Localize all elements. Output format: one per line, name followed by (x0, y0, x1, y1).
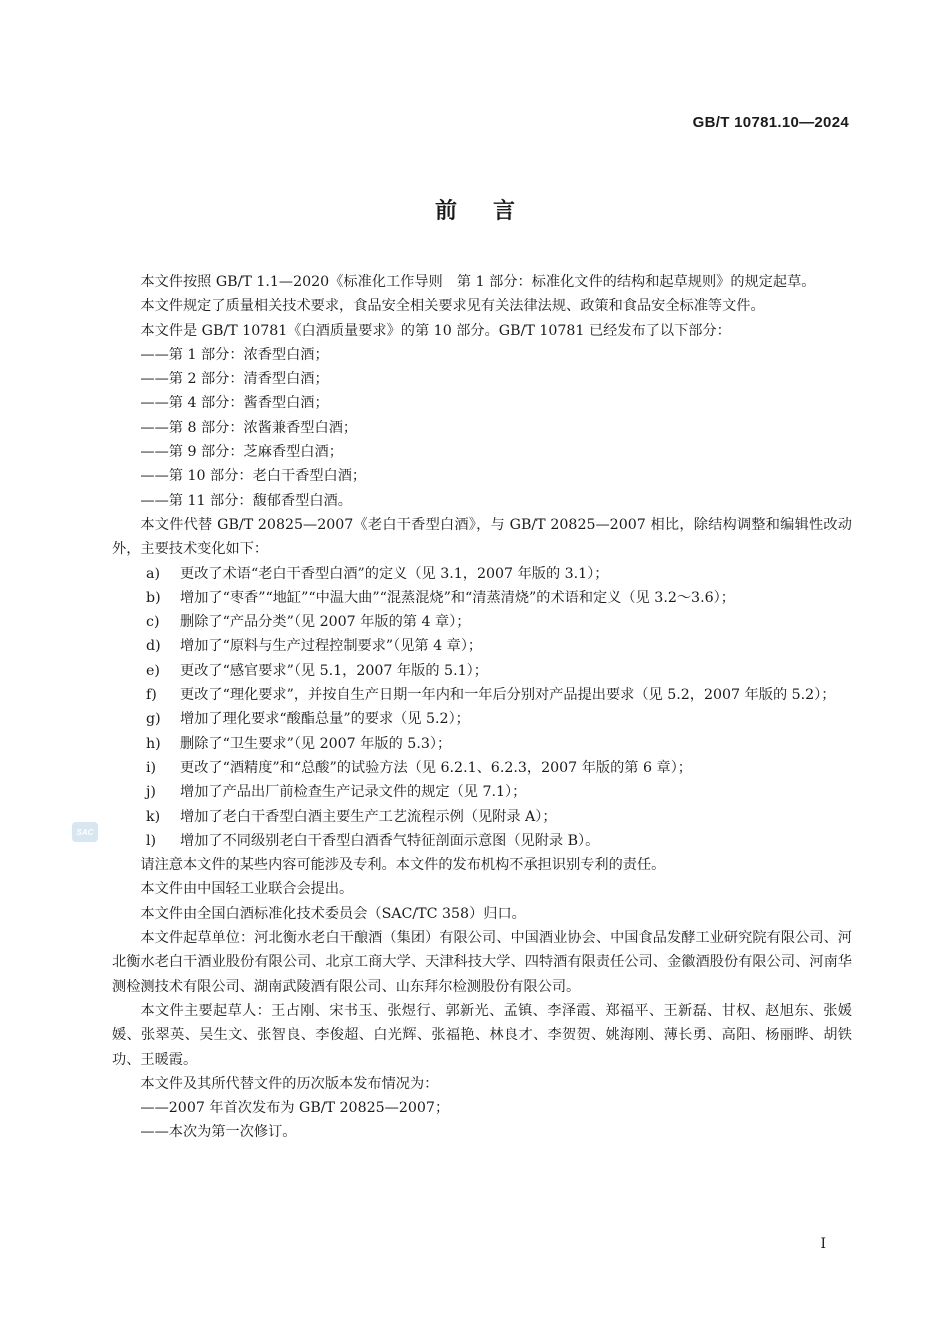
document-body (112, 270, 852, 1145)
change-text: 删除了“卫生要求”（见 2007 年版的 5.3）； (180, 735, 452, 752)
parts-list-item: ——第 9 部分：芝麻香型白酒； (140, 444, 343, 461)
sac-watermark: SAC (72, 822, 98, 842)
history-list-item: ——2007 年首次发布为 GB/T 20825—2007； (140, 1100, 450, 1117)
change-text: 增加了理化要求“酸酯总量”的要求（见 5.2）； (180, 711, 470, 728)
change-label: f) (146, 687, 157, 704)
change-item (112, 756, 852, 780)
paragraph: 本文件由中国轻工业联合会提出。 (140, 881, 354, 898)
change-label: e) (146, 662, 160, 679)
change-item (112, 780, 852, 804)
change-item (112, 732, 852, 756)
paragraph: 本文件及其所代替文件的历次版本发布情况为： (140, 1075, 439, 1092)
change-text: 增加了不同级别老白干香型白酒香气特征剖面示意图（见附录 B）。 (180, 832, 600, 849)
parts-list-item: ——第 2 部分：清香型白酒； (140, 371, 329, 388)
paragraph: 请注意本文件的某些内容可能涉及专利。本文件的发布机构不承担识别专利的责任。 (140, 857, 666, 874)
change-label: g) (146, 711, 161, 728)
paragraph: 本文件规定了质量相关技术要求，食品安全相关要求见有关法律法规、政策和食品安全标准等文件。 (140, 298, 765, 315)
parts-list-item: ——第 8 部分：浓酱兼香型白酒； (140, 419, 358, 436)
standard-number: GB/T 10781.10—2024 (692, 114, 849, 131)
change-text: 增加了产品出厂前检查生产记录文件的规定（见 7.1）； (180, 784, 527, 801)
change-label: b) (146, 589, 161, 606)
change-label: c) (146, 614, 160, 631)
paragraph: 本文件代替 GB/T 20825—2007《老白干香型白酒》，与 GB/T 20825—2007 相比，除结构调整和编辑性改动外，主要技术变化如下： (112, 516, 852, 558)
change-item (112, 562, 852, 586)
change-label: a) (146, 565, 160, 582)
main-drafters: 本文件主要起草人：王占刚、宋书玉、张煜行、郭新光、孟镇、李泽霞、郑福平、王新磊、甘权、赵旭东、张媛媛、张翠英、吴生文、张智良、李俊超、白光辉、张福艳、林良才、李贺贺、姚海刚、薄长勇、高阳、杨丽晔、胡铁功、王暖霞。 (112, 1002, 852, 1068)
change-label: h) (146, 735, 161, 752)
drafting-units: 本文件起草单位：河北衡水老白干酿酒（集团）有限公司、中国酒业协会、中国食品发酵工业研究院有限公司、河北衡水老白干酒业股份有限公司、北京工商大学、天津科技大学、四特酒有限责任公司、金徽酒股份有限公司、河南华测检测技术有限公司、湖南武陵酒有限公司、山东拜尔检测股份有限公司。 (112, 930, 852, 995)
change-text: 更改了“理化要求”，并按自生产日期一年内和一年后分别对产品提出要求（见 5.2，2007 年版的 5.2）； (180, 687, 836, 704)
parts-list-item: ——第 4 部分：酱香型白酒； (140, 395, 329, 412)
change-item (112, 659, 852, 683)
parts-list-item: ——第 1 部分：浓香型白酒； (140, 346, 329, 363)
page-number: I (820, 1236, 826, 1252)
change-label: j) (146, 784, 156, 801)
change-item (112, 707, 852, 731)
change-text: 删除了“产品分类”（见 2007 年版的第 4 章）； (180, 614, 471, 631)
paragraph: 本文件由全国白酒标准化技术委员会（SAC/TC 358）归口。 (140, 905, 526, 922)
change-text: 更改了“酒精度”和“总酸”的试验方法（见 6.2.1、6.2.3，2007 年版的第 6 章）； (180, 759, 692, 776)
change-text: 增加了“原料与生产过程控制要求”（见第 4 章）； (180, 638, 483, 655)
change-item (112, 586, 852, 610)
change-item (112, 805, 852, 829)
change-item (112, 610, 852, 634)
change-text: 更改了术语“老白干香型白酒”的定义（见 3.1，2007 年版的 3.1）； (180, 565, 609, 582)
history-list-item: ——本次为第一次修订。 (140, 1124, 297, 1141)
change-label: i) (146, 759, 157, 776)
change-label: d) (146, 638, 161, 655)
change-text: 增加了“枣香”“地缸”“中温大曲”“混蒸混烧”和“清蒸清烧”的术语和定义（见 3.2～3.6）； (180, 589, 735, 606)
change-text: 增加了老白干香型白酒主要生产工艺流程示例（见附录 A）； (180, 808, 557, 825)
change-text: 更改了“感官要求”（见 5.1，2007 年版的 5.1）； (180, 662, 488, 679)
paragraph: 本文件是 GB/T 10781《白酒质量要求》的第 10 部分。GB/T 10781 已经发布了以下部分： (140, 322, 731, 339)
parts-list-item: ——第 10 部分：老白干香型白酒； (140, 468, 367, 485)
change-item (112, 683, 852, 707)
change-item (112, 829, 852, 853)
page-title: 前言 (434, 198, 551, 224)
change-label: l) (146, 832, 157, 849)
change-label: k) (146, 808, 161, 825)
parts-list-item: ——第 11 部分：馥郁香型白酒。 (140, 492, 352, 509)
change-item (112, 634, 852, 658)
paragraph: 本文件按照 GB/T 1.1—2020《标准化工作导则 第 1 部分：标准化文件的结构和起草规则》的规定起草。 (140, 274, 816, 290)
